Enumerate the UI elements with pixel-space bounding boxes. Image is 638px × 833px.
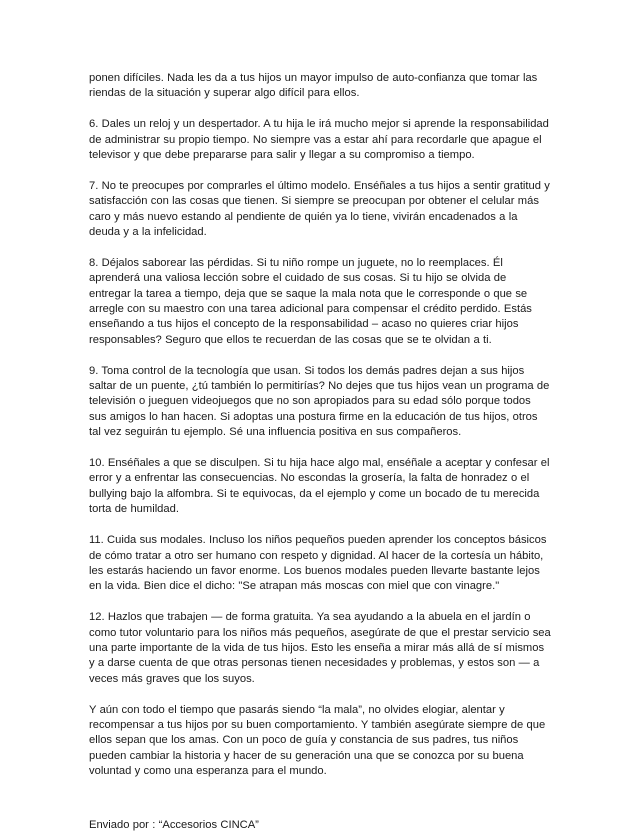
document-page	[89, 71, 551, 833]
paragraph-item-12: 12. Hazlos que trabajen — de forma gratuita. Ya sea ayudando a la abuela en el jardín o como tutor voluntario para los niños más pequeños, asegúrate de que el prestar servicio sea una parte importante de la vida de tus hijos. Esto les enseña a mirar más allá de sí mismos y a darse cuenta de que otras personas tienen necesidades y problemas, y estos son — a veces más graves que los suyos.	[89, 611, 551, 685]
paragraph-conclusion: Y aún con todo el tiempo que pasarás siendo “la mala”, no olvides elogiar, alentar y recompensar a tus hijos por su buen comportamiento. Y también asegúrate siempre de que ellos sepan que los amas. Con un poco de guía y constancia de sus padres, tus niños pueden cambiar la historia y hacer de su generación una que se conozca por su buena voluntad y como una esperanza para el mundo.	[89, 703, 546, 778]
paragraph-continuation: ponen difíciles. Nada les da a tus hijos un mayor impulso de auto-confianza que tomar las riendas de la situación y superar algo difícil para ellos.	[89, 72, 538, 100]
signature-line: Enviado por : “Accesorios CINCA”	[89, 818, 259, 831]
paragraph-item-11: 11. Cuida sus modales. Incluso los niños pequeños pueden aprender los conceptos básicos de cómo tratar a otro ser humano con respeto y dignidad. Al hacer de la cortesía un hábito, les estarás haciendo un favor enorme. Los buenos modales pueden llevarte bastante lejos en la vida. Bien dice el dicho: "Se atrapan más moscas con miel que con vinagre."	[89, 534, 547, 593]
paragraph-item-7: 7. No te preocupes por comprarles el último modelo. Enséñales a tus hijos a sentir gratitud y satisfacción con las cosas que tienen. Si siempre se preocupan por obtener el celular más caro y más nuevo estando al pendiente de quién ya lo tiene, vivirán encadenados a la deuda y a la infelicidad.	[89, 179, 550, 239]
paragraph-item-6: 6. Dales un reloj y un despertador. A tu hija le irá mucho mejor si aprende la responsabilidad de administrar su propio tiempo. No siempre vas a estar ahí para recordarle que apague el televisor y que debe prepararse para salir y llegar a su compromiso a tiempo.	[89, 118, 549, 162]
paragraph-item-10: 10. Enséñales a que se disculpen. Si tu hija hace algo mal, enséñale a aceptar y confesar el error y a enfrentar las consecuencias. No escondas la grosería, la falta de honradez o el bullying bajo la alfombra. Si te equivocas, da el ejemplo y come un bocado de tu merecida torta de humildad.	[89, 457, 550, 516]
paragraph-item-9: 9. Toma control de la tecnología que usan. Si todos los demás padres dejan a sus hijos saltar de un puente, ¿tú también lo permitirías? No dejes que tus hijos vean un programa de televisión o jueguen videojuegos que no son apropiados para su edad sólo porque todos sus amigos lo han hacen. Si adoptas una postura firme en la educación de tus hijos, otros tal vez seguirán tu ejemplo. Sé una influencia positiva en sus compañeros.	[89, 364, 550, 439]
paragraph-item-8: 8. Déjalos saborear las pérdidas. Si tu niño rompe un juguete, no lo reemplaces. Él aprenderá una valiosa lección sobre el cuidado de sus cosas. Si tu hijo se olvida de entregar la tarea a tiempo, deja que se saque la mala nota que le corresponde o que se arregle con su maestro con una tarea adicional para compensar el crédito perdido. Estás enseñando a tus hijos el concepto de la responsabilidad – acaso no quieres criar hijos responsables? Seguro que ellos te recuerdan de las cosas que se te olvidan a ti.	[89, 256, 532, 346]
